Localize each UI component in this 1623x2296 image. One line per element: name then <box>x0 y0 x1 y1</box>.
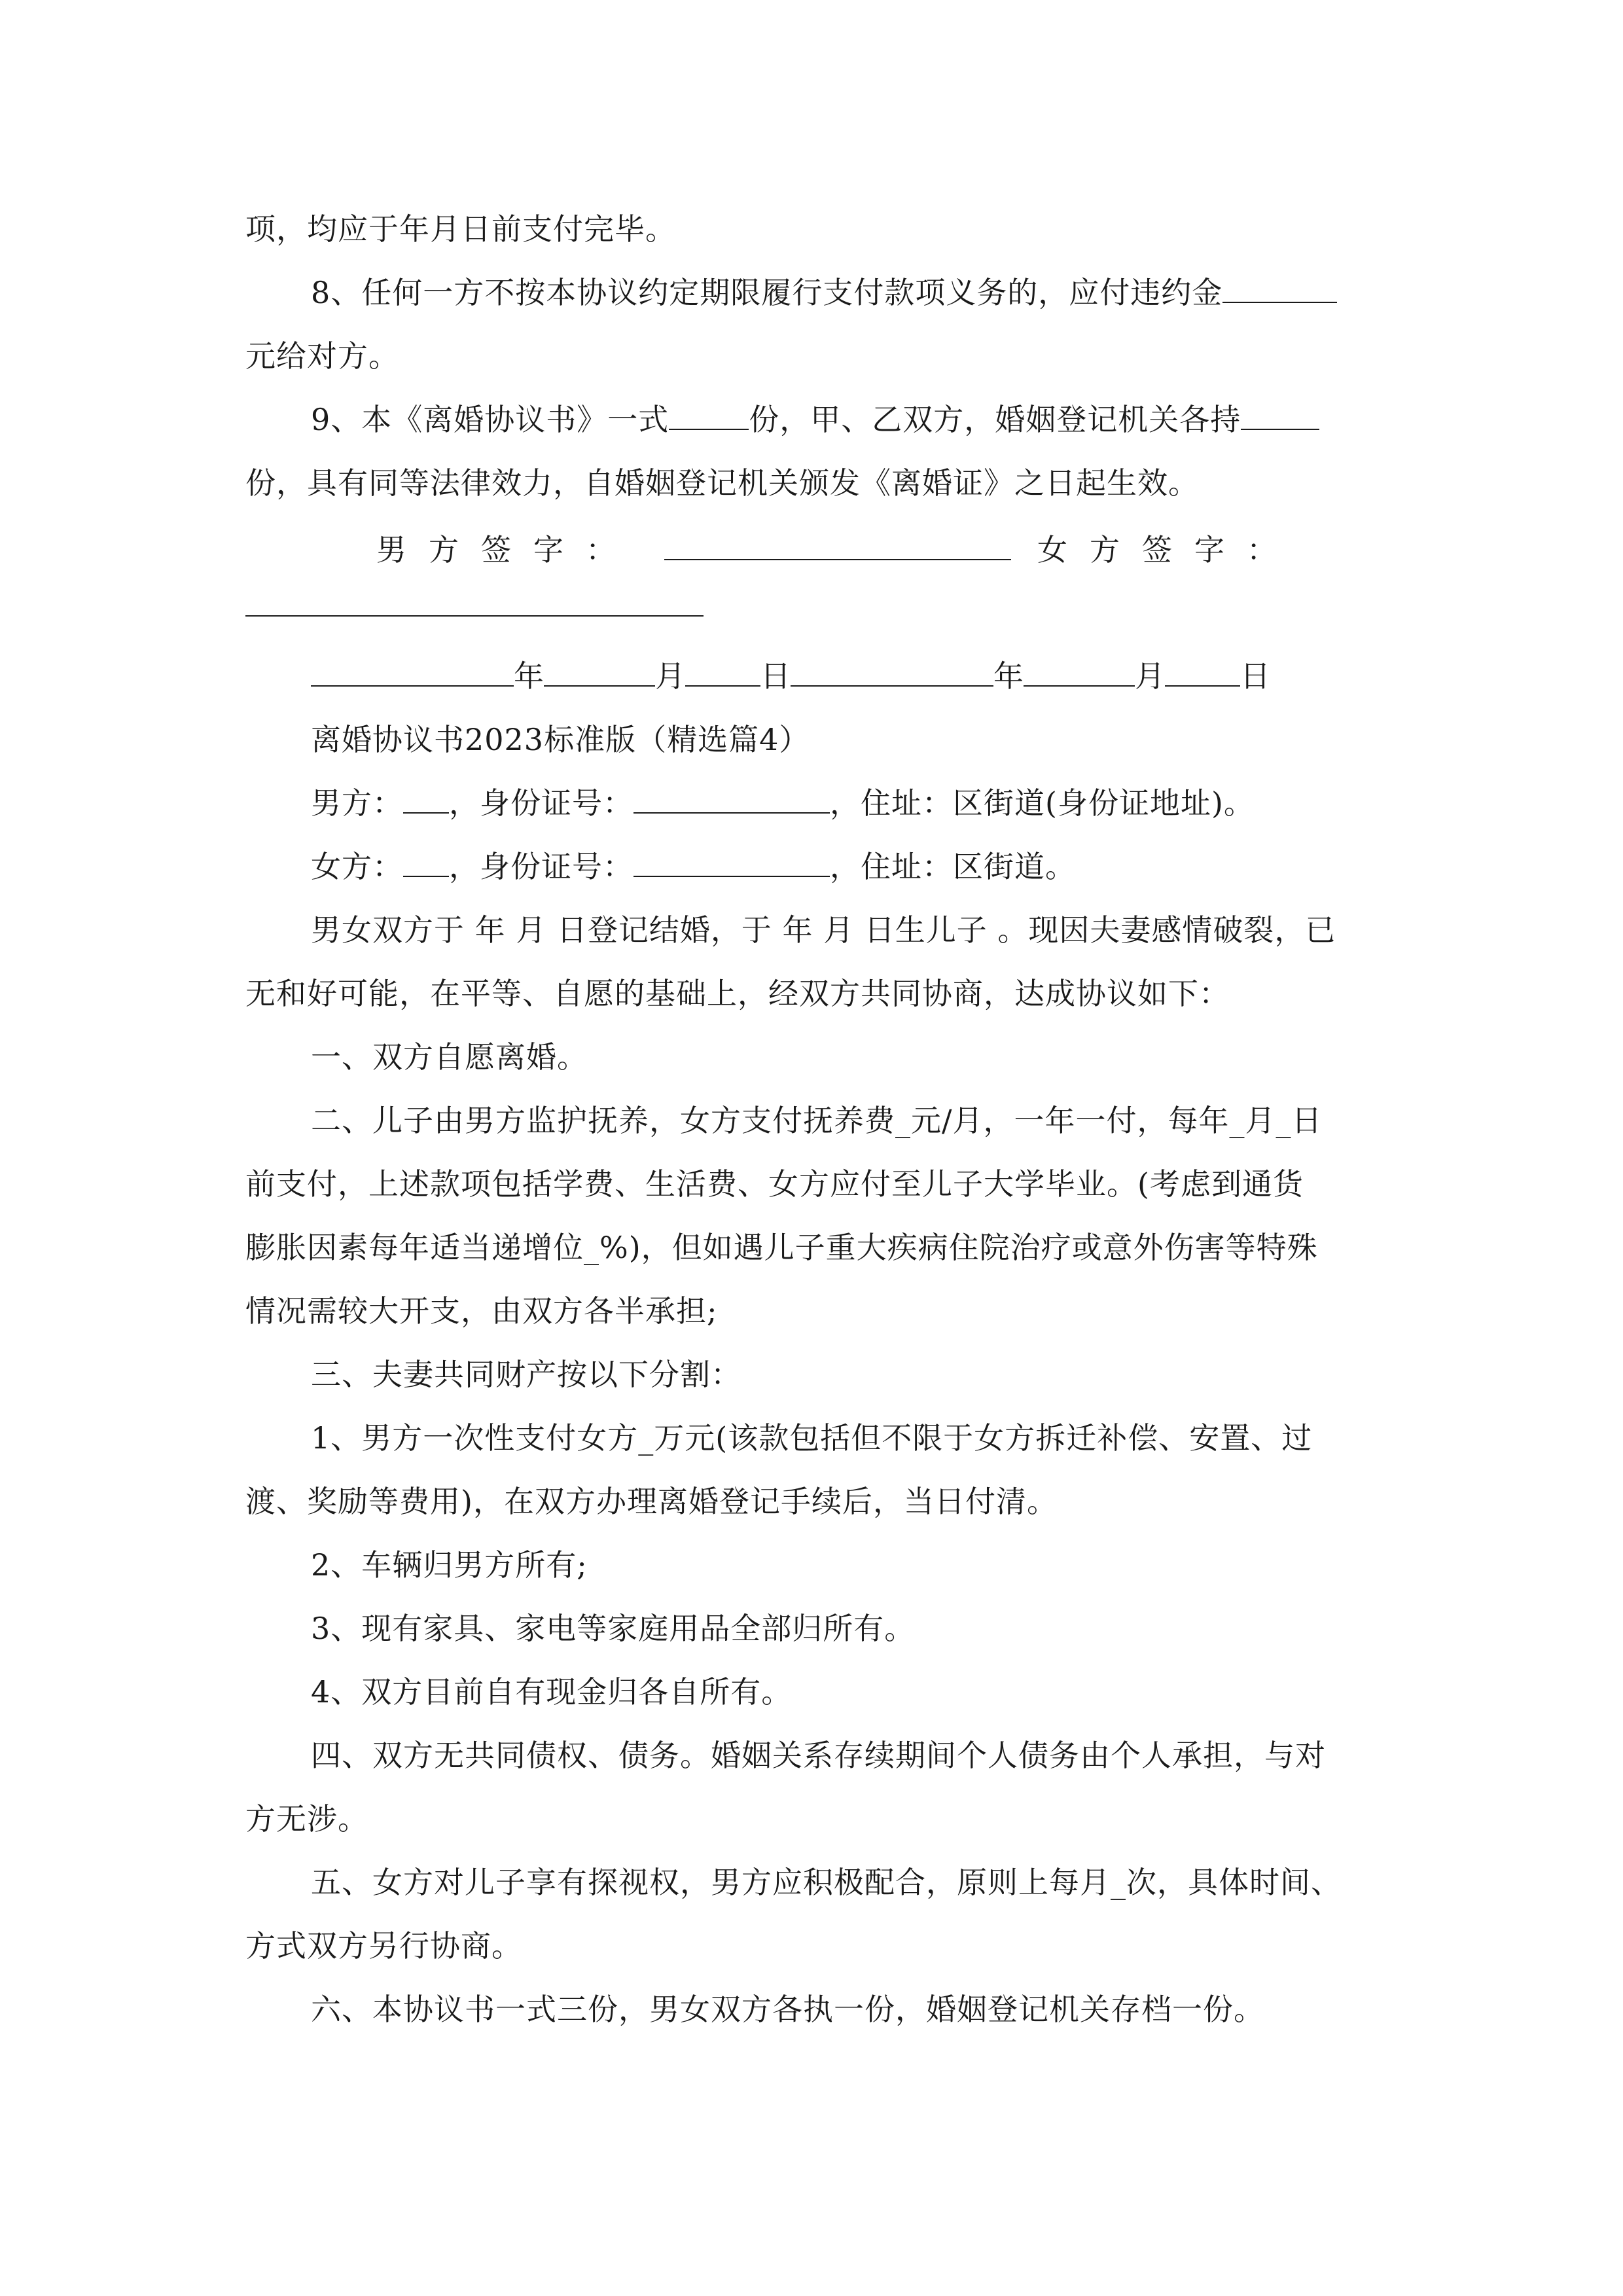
text-line: 女方： ，身份证号： ，住址：区街道。 <box>311 847 1482 886</box>
text-line: 项，均应于年月日前支付完毕。 <box>245 211 676 247</box>
text-line: 元给对方。 <box>245 338 399 374</box>
text-line: 三、夫妻共同财产按以下分割： <box>311 1357 741 1392</box>
male-signature-blank[interactable] <box>664 528 1011 560</box>
text-line: 男方： ，身份证号： ，住址：区街道(身份证地址)。 <box>311 783 1482 823</box>
signature-row <box>376 528 1417 567</box>
text-line: 方无涉。 <box>245 1801 368 1837</box>
blank-line <box>403 783 449 814</box>
text-line: 情况需较大开支，由双方各半承担; <box>245 1293 718 1329</box>
text-line: 二、儿子由男方监护抚养，女方支付抚养费_元/月，一年一付，每年_月_日 <box>311 1103 1323 1138</box>
text-line: 无和好可能，在平等、自愿的基础上，经双方共同协商，达成协议如下： <box>245 976 1230 1011</box>
text-line: 一、双方自愿离婚。 <box>311 1039 588 1075</box>
text-line: 膨胀因素每年适当递增位_%)，但如遇儿子重大疾病住院治疗或意外伤害等特殊 <box>245 1230 1318 1265</box>
text-line: 8、任何一方不按本协议约定期限履行支付款项义务的，应付违约金 <box>311 273 1482 312</box>
female-signature-blank[interactable] <box>245 615 704 617</box>
blank-line[interactable] <box>1024 656 1135 687</box>
blank-line[interactable] <box>685 656 760 687</box>
date-row: 年 月 日 年 月 日 <box>311 656 1270 696</box>
text-line: 2、车辆归男方所有; <box>311 1547 588 1583</box>
text-line: 渡、奖励等费用)，在双方办理离婚登记手续后，当日付清。 <box>245 1484 1058 1519</box>
male-signature-label: 男方签字： <box>376 532 638 567</box>
blank-line[interactable] <box>544 656 655 687</box>
text-line: 方式双方另行协商。 <box>245 1928 522 1964</box>
blank-line <box>1241 400 1319 430</box>
text-line: 前支付，上述款项包括学费、生活费、女方应付至儿子大学毕业。(考虑到通货 <box>245 1166 1304 1202</box>
text-line: 4、双方目前自有现金归各自所有。 <box>311 1674 793 1710</box>
text-line: 四、双方无共同债权、债务。婚姻关系存续期间个人债务由个人承担，与对 <box>311 1738 1326 1773</box>
blank-line[interactable] <box>791 656 993 687</box>
female-signature-label: 女方签字： <box>1037 532 1299 567</box>
text-line: 1、男方一次性支付女方_万元(该款包括但不限于女方拆迁补偿、安置、过 <box>311 1420 1313 1456</box>
blank-line <box>669 400 749 430</box>
blank-line <box>633 783 830 814</box>
blank-line <box>403 847 449 877</box>
blank-line <box>1222 273 1337 303</box>
text-line: 六、本协议书一式三份，男女双方各执一份，婚姻登记机关存档一份。 <box>311 1992 1264 2027</box>
text-line: 五、女方对儿子享有探视权，男方应积极配合，原则上每月_次，具体时间、 <box>311 1865 1342 1900</box>
section-title: 离婚协议书2023标准版（精选篇4） <box>311 722 810 757</box>
text-line: 9、本《离婚协议书》一式 份，甲、乙双方，婚姻登记机关各持 <box>311 400 1482 439</box>
blank-line <box>633 847 830 877</box>
blank-line[interactable] <box>1165 656 1240 687</box>
blank-line[interactable] <box>311 656 514 687</box>
text-line: 份，具有同等法律效力，自婚姻登记机关颁发《离婚证》之日起生效。 <box>245 465 1199 501</box>
text-line: 男女双方于 年 月 日登记结婚，于 年 月 日生儿子 。现因夫妻感情破裂，已 <box>311 912 1336 948</box>
text-line: 3、现有家具、家电等家庭用品全部归所有。 <box>311 1611 916 1646</box>
